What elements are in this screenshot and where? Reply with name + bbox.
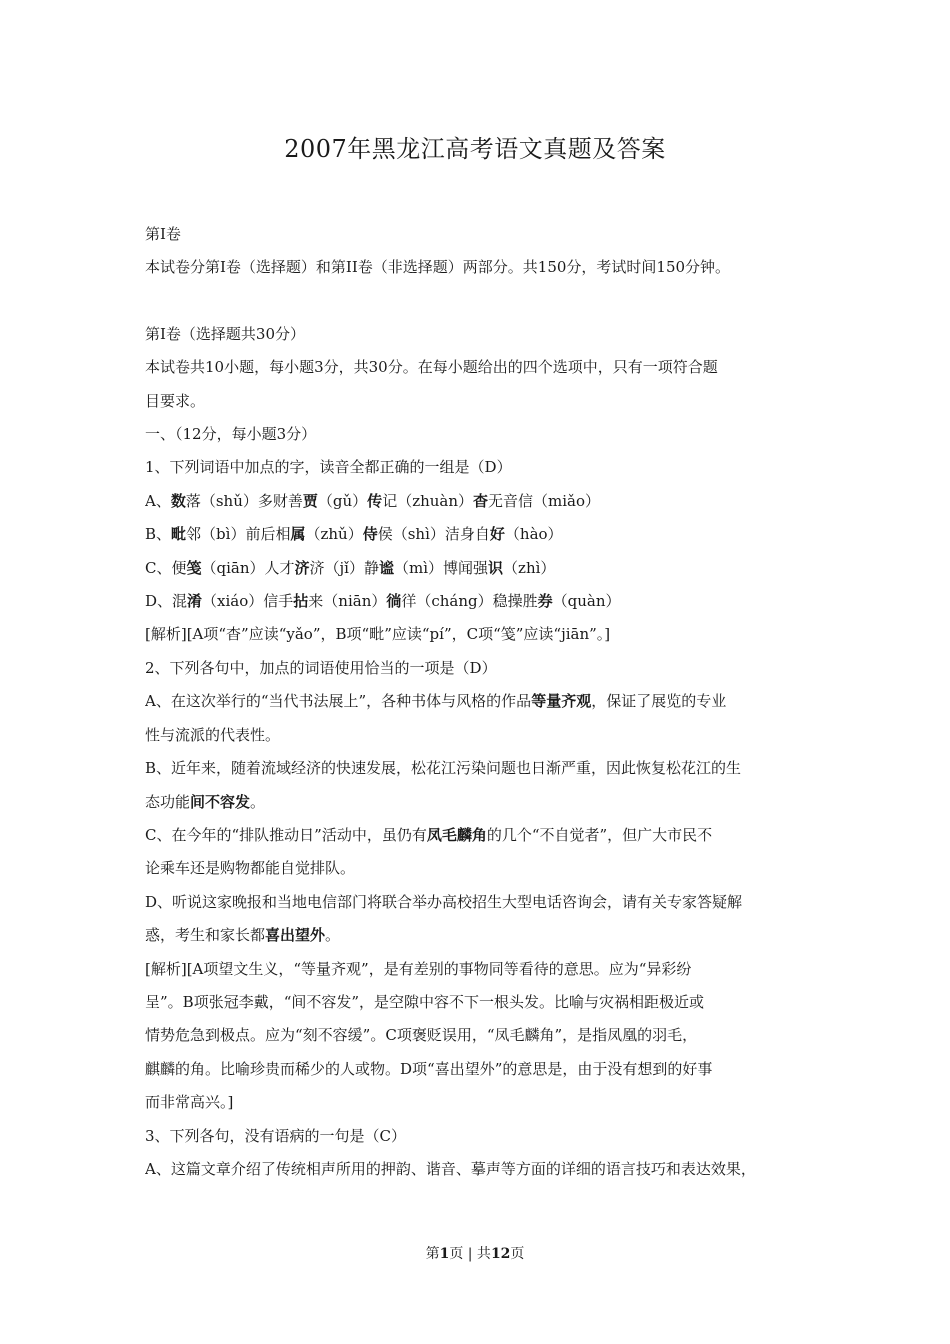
part-heading: 一、（12分，每小题3分） (145, 425, 317, 444)
option-b: B、近年来，随着流域经济的快速发展，松花江污染问题也日渐严重，因此恢复松花江的生 (145, 759, 742, 778)
section-intro: 本试卷共10小题，每小题3分，共30分。在每小题给出的四个选项中，只有一项符合题 (145, 358, 718, 377)
option-c: C、在今年的“排队推动日”活动中，虽仍有凤毛麟角的几个“不自觉者”，但广大市民不 (145, 825, 713, 844)
section-heading: 第I卷 (145, 225, 181, 243)
option-d: D、听说这家晚报和当地电信部门将联合举办高校招生大型电话咨询会，请有关专家答疑解 (145, 892, 743, 911)
option-d: D、混淆（xiáo）信手拈来（niān）徜徉（cháng）稳操胜券（quàn） (145, 592, 621, 611)
exam-intro: 本试卷分第I卷（选择题）和第II卷（非选择题）两部分。共150分，考试时间150分钟。 (145, 258, 731, 277)
option-d-cont: 惑，考生和家长都喜出望外。 (145, 926, 341, 945)
analysis: 而非常高兴。] (145, 1093, 234, 1112)
analysis: 情势危急到极点。应为“刻不容缓”。C项褒贬误用，“凤毛麟角”，是指凤凰的羽毛， (145, 1026, 698, 1045)
option-a: A、数落（shǔ）多财善贾（gǔ）传记（zhuàn）杳无音信（miǎo） (145, 491, 601, 510)
question-stem: 1、下列词语中加点的字，读音全都正确的一组是（D） (145, 458, 512, 477)
section-heading: 第I卷（选择题共30分） (145, 324, 306, 343)
page-footer: 第1页 | 共12页 (425, 1246, 525, 1262)
option-c-cont: 论乘车还是购物都能自觉排队。 (145, 859, 356, 878)
option-c: C、便笺（qiān）人才济济（jǐ）静谧（mì）博闻强识（zhì） (145, 558, 556, 577)
option-b: B、毗邻（bì）前后相属（zhǔ）侍侯（shì）洁身自好（hào） (145, 525, 563, 544)
option-a: A、在这次举行的“当代书法展上”，各种书体与风格的作品等量齐观，保证了展览的专业 (145, 692, 727, 711)
analysis: 呈”。B项张冠李戴，“间不容发”，是空隙中容不下一根头发。比喻与灾祸相距极近或 (145, 992, 705, 1011)
document-title: 2007年黑龙江高考语文真题及答案 (284, 135, 666, 163)
option-a: A、这篇文章介绍了传统相声所用的押韵、谐音、摹声等方面的详细的语言技巧和表达效果， (145, 1159, 756, 1178)
document-body (145, 218, 810, 1186)
page-number: 1 (439, 1246, 450, 1262)
question-stem: 2、下列各句中，加点的词语使用恰当的一项是（D） (145, 658, 497, 677)
analysis: [解析][A项“杳”应读“yǎo”，B项“毗”应读“pí”，C项“笺”应读“jiān”。] (145, 625, 611, 644)
analysis: [解析][A项望文生义，“等量齐观”，是有差别的事物同等看待的意思。应为“异彩纷 (145, 959, 692, 978)
option-b-cont: 态功能间不容发。 (145, 792, 266, 811)
blank-line (145, 285, 810, 318)
analysis: 麒麟的角。比喻珍贵而稀少的人或物。D项“喜出望外”的意思是，由于没有想到的好事 (145, 1059, 713, 1078)
option-a-cont: 性与流派的代表性。 (145, 725, 281, 744)
question-stem: 3、下列各句，没有语病的一句是（C） (145, 1126, 407, 1145)
total-pages: 12 (490, 1246, 511, 1262)
section-intro: 目要求。 (145, 391, 206, 410)
